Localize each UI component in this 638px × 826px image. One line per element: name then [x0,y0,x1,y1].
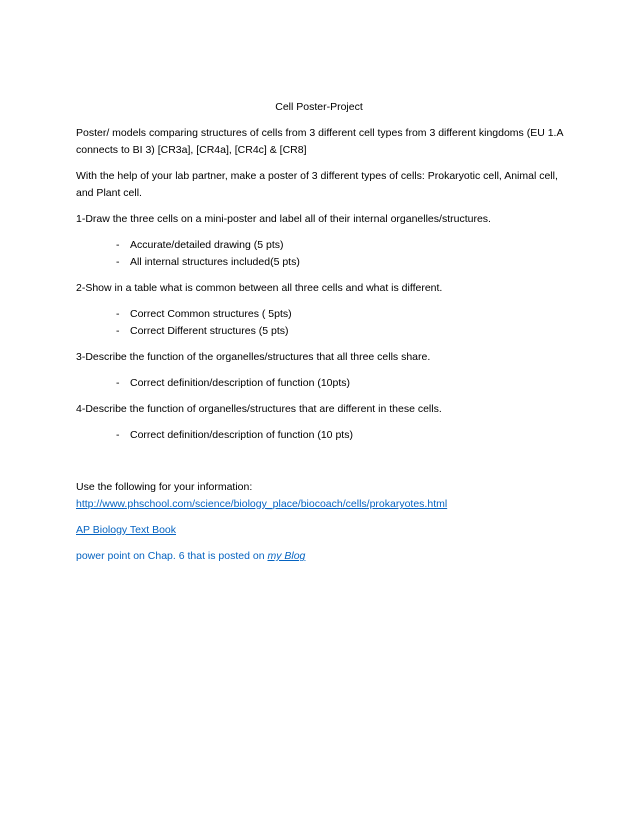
textbook-link[interactable]: AP Biology Text Book [76,524,177,536]
task-2-text: 2-Show in a table what is common between all three cells and what is different. [76,282,443,294]
instructions-paragraph: With the help of your lab partner, make a poster of 3 different types of cells: Prokaryotic cell, Animal cell, and Plant cell. [76,170,558,199]
page-title: Cell Poster-Project [275,101,363,113]
spacer [76,453,566,479]
criterion-text: Correct definition/description of function (10pts) [130,377,351,389]
bullet-dash: - [116,377,120,389]
criterion-text: All internal structures included(5 pts) [130,256,300,268]
resource-url-line [76,496,566,513]
bullet-dash: - [116,239,120,251]
bullet-dash: - [116,308,120,320]
list-item [76,237,566,254]
blog-link-text: my Blog [267,550,306,562]
task-1-criteria [76,237,566,271]
task-2-criteria [76,306,566,340]
bullet-dash: - [116,325,120,337]
prokaryotes-url-link[interactable]: http://www.phschool.com/science/biology_place/biocoach/cells/prokaryotes.html [76,498,448,510]
criterion-text: Correct Common structures ( 5pts) [130,308,292,320]
document-body [76,125,566,574]
list-item [76,306,566,323]
task-3-criteria [76,375,566,392]
list-item [76,254,566,271]
list-item [76,427,566,444]
task-4-criteria [76,427,566,444]
criterion-text: Correct Different structures (5 pts) [130,325,289,337]
bullet-dash: - [116,256,120,268]
list-item [76,375,566,392]
resources-heading: Use the following for your information: [76,481,253,493]
list-item [76,323,566,340]
textbook-line [76,522,566,539]
powerpoint-prefix-text: power point on Chap. 6 that is posted on [76,550,268,562]
criterion-text: Correct definition/description of function (10 pts) [130,429,353,441]
task-4-text: 4-Describe the function of organelles/structures that are different in these cells. [76,403,442,415]
criterion-text: Accurate/detailed drawing (5 pts) [130,239,284,251]
bullet-dash: - [116,429,120,441]
powerpoint-line [76,548,566,565]
powerpoint-link[interactable] [76,550,305,562]
task-3-text: 3-Describe the function of the organelles/structures that all three cells share. [76,351,431,363]
task-1-text: 1-Draw the three cells on a mini-poster and label all of their internal organelles/structures. [76,213,491,225]
intro-paragraph: Poster/ models comparing structures of cells from 3 different cell types from 3 different kingdoms (EU 1.A connects to BI 3) [CR3a], [CR4a], [CR4c] & [CR8] [76,127,563,156]
